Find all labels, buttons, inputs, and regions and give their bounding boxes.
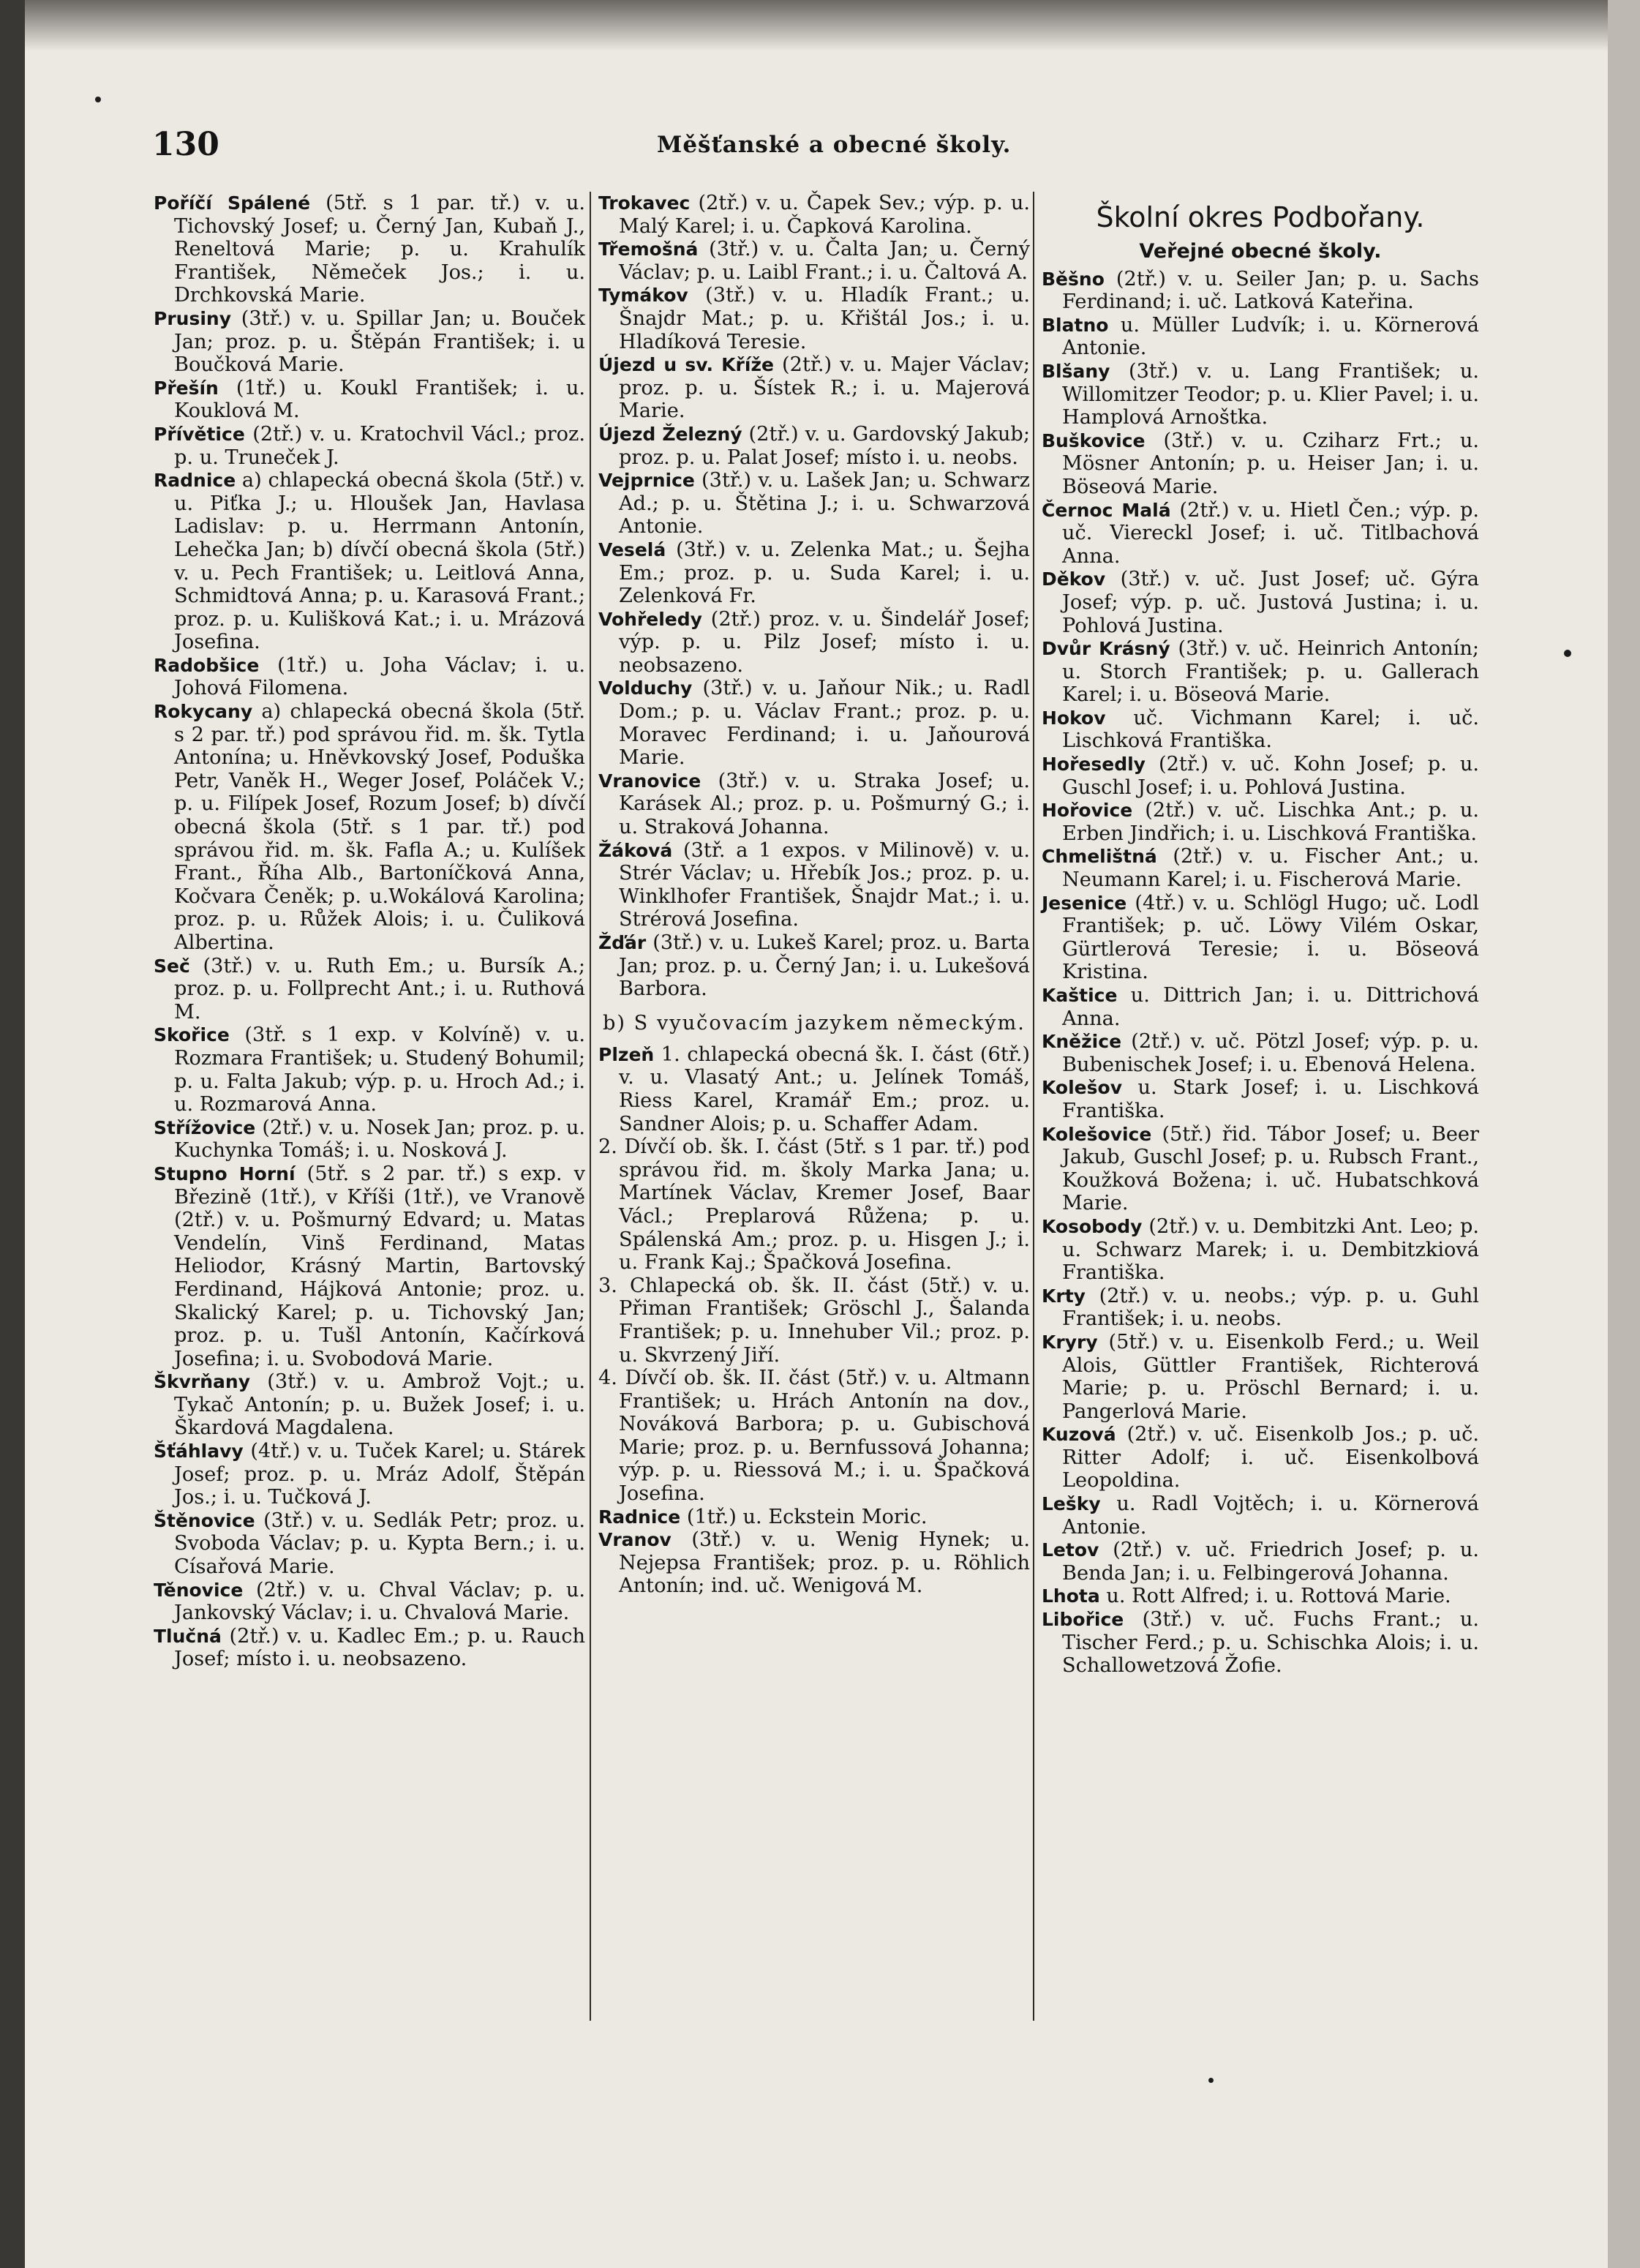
place-name: Stupno Horní [154, 1163, 296, 1184]
entry-text: (3tř.) v. u. Hladík Frant.; u. Šnajdr Mat.; p. u. Křištál Jos.; i. u. Hladíková Teresie. [619, 284, 1030, 353]
school-entry [1042, 268, 1479, 314]
place-name: Jesenice [1042, 892, 1127, 914]
school-entry [598, 538, 1030, 608]
entry-text: (1tř.) u. Eckstein Moric. [680, 1505, 928, 1528]
plzen-school-entry [598, 1043, 1030, 1135]
place-name: Lešky [1042, 1493, 1101, 1515]
place-name: Přešín [154, 377, 219, 399]
entry-text: (3tř.) v. u. Sedlák Petr; proz. u. Svoboda Václav; p. u. Kypta Bern.; i. u. Císařová Marie. [174, 1509, 585, 1579]
entry-text: (3tř.) v. u. Spillar Jan; u. Bouček Jan; proz. p. u. Štěpán František; i. u Boučková Marie. [174, 307, 585, 377]
place-name: Radnice [154, 470, 236, 492]
entry-text: (2tř.) v. u. Kratochvil Václ.; proz. p. u. Truneček J. [174, 422, 585, 469]
entry-text: (2tř.) v. u. Nosek Jan; proz. p. u. Kuchynka Tomáš; i. u. Nosková J. [174, 1116, 585, 1163]
school-entry [598, 238, 1030, 284]
school-entry [1042, 1030, 1479, 1076]
page-number: 130 [152, 126, 219, 163]
entry-text: (3tř.) v. u. Zelenka Mat.; u. Šejha Em.; proz. p. u. Suda Karel; i. u. Zelenková Fr. [619, 538, 1030, 608]
plzen-school-entry [598, 1274, 1030, 1367]
running-title: Měšťanské a obecné školy. [657, 132, 1012, 158]
place-name: Hořesedly [1042, 754, 1146, 776]
place-name: Škvrňany [154, 1371, 251, 1393]
school-entry [598, 931, 1030, 1001]
school-entry [598, 677, 1030, 769]
entry-text: (2tř.) v. u. Čapek Sev.; výp. p. u. Malý Karel; i. u. Čapková Karolina. [619, 192, 1030, 238]
school-entry [154, 1370, 585, 1440]
school-entry [154, 1509, 585, 1579]
school-entry [1042, 892, 1479, 984]
place-name: Libořice [1042, 1609, 1124, 1631]
school-entry [154, 700, 585, 955]
item-number: 3. [598, 1274, 617, 1297]
entry-text: (2tř.) v. u. Chval Václav; p. u. Jankovský Václav; i. u. Chvalová Marie. [174, 1578, 585, 1625]
school-entry [1042, 984, 1479, 1030]
place-name: Kuzová [1042, 1424, 1116, 1446]
entry-text: (3tř.) v. u. Jaňour Nik.; u. Radl Dom.; p. u. Václav Frant.; proz. p. u. Moravec Ferdinand; i. u. Jaňourová Marie. [619, 677, 1030, 770]
place-name: Radnice [598, 1506, 681, 1528]
school-entry [1042, 429, 1479, 499]
plzen-school-entry [598, 1367, 1030, 1506]
place-name: Blatno [1042, 314, 1109, 336]
entry-text: (2tř.) v. uč. Lischka Ant.; p. u. Erben Jindřich; i. u. Lischková Františka. [1062, 799, 1479, 845]
entry-text: u. Dittrich Jan; i. u. Dittrichová Anna. [1062, 984, 1479, 1030]
place-name: Černoc Malá [1042, 499, 1171, 521]
entry-text: (1tř.) u. Joha Václav; i. u. Johová Filomena. [174, 653, 585, 700]
school-entry [598, 423, 1030, 469]
entry-text: (2tř.) v. uč. Eisenkolb Jos.; p. uč. Ritter Adolf; i. uč. Eisenkolbová Leopoldina. [1062, 1423, 1479, 1492]
entry-text: (2tř.) v. u. Fischer Ant.; u. Neumann Karel; i. u. Fischerová Marie. [1062, 845, 1479, 892]
language-subheading: b) S vyučovacím jazykem německým. [603, 1011, 1026, 1035]
school-entry [1042, 1608, 1479, 1678]
scan-speck [95, 97, 101, 102]
school-entry [154, 307, 585, 377]
school-entry [598, 469, 1030, 538]
place-name: Třemošná [598, 239, 699, 260]
school-entry [154, 1625, 585, 1671]
plzen-school-entry [598, 1135, 1030, 1274]
entry-text: (2tř.) v. u. Seiler Jan; p. u. Sachs Ferdinand; i. uč. Latková Kateřina. [1062, 267, 1479, 314]
entry-text: Dívčí ob. šk. II. část (5tř.) v. u. Altmann František; u. Hrách Antonín na dov., Nováková Barbora; p. u. Gubischová Marie; proz. p. u. Bernfussová Johanna; výp. p. u. Riessová M.; i. u. Špačková Josefina. [617, 1367, 1030, 1506]
entry-text: u. Stark Josef; i. u. Lischková Františka. [1062, 1076, 1479, 1122]
entry-text: (2tř.) v. uč. Kohn Josef; p. u. Guschl Josef; i. u. Pohlová Justina. [1062, 753, 1479, 799]
entry-text: Dívčí ob. šk. I. část (5tř. s 1 par. tř.) pod správou řid. m. školy Marka Jana; u. Martínek Václav, Kremer Josef, Baar Václ.; Preplarová Růžena; p. u. Spálenská Am.; proz. p. u. Hisgen J.; i. u. Frank Kaj.; Špačková Josefina. [617, 1135, 1030, 1274]
place-name: Radobšice [154, 654, 260, 676]
school-entry [154, 469, 585, 654]
column-divider [590, 192, 591, 2021]
place-name: Skořice [154, 1024, 230, 1046]
place-name: Lhota [1042, 1585, 1100, 1607]
entry-text: (5tř. s 2 par. tř.) s exp. v Březině (1tř.), v Kříši (1tř.), ve Vranově (2tř.) v. u. Pošmurný Edvard; u. Matas Vendelín, Vinš Ferdinand, Matas Heliodor, Krásný Martin, Bartovský Ferdinand, Hájková Antonie; proz. u. Skalický Karel; p. u. Tichovský Jan; proz. p. u. Tušl Antonín, Kačírková Josefina; i. u. Svobodová Marie. [174, 1162, 585, 1370]
column-3-entries [1042, 268, 1479, 1678]
entry-text: u. Müller Ludvík; i. u. Körnerová Antonie. [1062, 313, 1479, 360]
school-entry [598, 192, 1030, 238]
column-2-entries [598, 192, 1030, 1001]
place-name: Vranovice [598, 770, 701, 792]
entry-text: (3tř.) v. u. Ruth Em.; u. Bursík A.; proz. p. u. Follprecht Ant.; i. u. Ruthová M. [174, 954, 585, 1024]
place-name: Žďár [598, 932, 647, 953]
entry-text: (3tř.) v. u. Lukeš Karel; proz. u. Barta Jan; proz. p. u. Černý Jan; i. u. Lukešová Barbora. [619, 931, 1030, 1001]
place-name: Hořovice [1042, 800, 1133, 822]
place-name: Střížovice [154, 1116, 256, 1138]
school-entry [1042, 314, 1479, 360]
place-name: Seč [154, 955, 190, 977]
place-name: Štěnovice [154, 1509, 255, 1531]
place-name: Letov [1042, 1539, 1099, 1561]
school-entry [598, 608, 1030, 677]
school-entry [598, 284, 1030, 353]
school-entry [1042, 1285, 1479, 1331]
district-title: Školní okres Podbořany. [1096, 201, 1425, 233]
place-name: Těnovice [154, 1579, 244, 1601]
entry-text: (3tř.) v. u. Straka Josef; u. Karásek Al.; proz. p. u. Pošmurný G.; i. u. Straková Johanna. [619, 769, 1030, 839]
school-entry [154, 1440, 585, 1509]
place-name: Žáková [598, 839, 673, 861]
column-2-entries-b [598, 1506, 1030, 1598]
school-entry [598, 353, 1030, 423]
place-name: Blšany [1042, 360, 1110, 382]
school-entry [154, 654, 585, 700]
entry-text: (3tř.) v. uč. Just Josef; uč. Gýra Josef; výp. p. uč. Justová Justina; i. u. Pohlová Justina. [1062, 568, 1479, 637]
entry-text: (5tř.) v. u. Eisenkolb Ferd.; u. Weil Alois, Güttler František, Richterová Marie; p. u. Pröschl Bernard; i. u. Pangerlová Marie. [1062, 1330, 1479, 1423]
entry-text: (2tř.) v. u. Gardovský Jakub; proz. p. u. Palat Josef; místo i. u. neobs. [619, 422, 1030, 469]
entry-text: (1tř.) u. Koukl František; i. u. Kouklová M. [174, 376, 585, 423]
place-name: Trokavec [598, 192, 691, 214]
place-name: Kosobody [1042, 1215, 1143, 1237]
school-entry [1042, 499, 1479, 568]
school-entry [154, 1024, 585, 1116]
entry-text: (3tř.) v. uč. Heinrich Antonín; u. Storch František; p. u. Gallerach Karel; i. u. Böseová Marie. [1062, 637, 1479, 707]
place-name: Tymákov [598, 285, 688, 307]
plzen-block [598, 1043, 1030, 1506]
scan-speck [1564, 650, 1571, 657]
place-name: Kněžice [1042, 1031, 1122, 1053]
school-entry [598, 1528, 1030, 1598]
school-entry [1042, 707, 1479, 753]
entry-text: Chlapecká ob. šk. II. část (5tř.) v. u. Přiman František; Gröschl J., Šalanda František; p. u. Innehuber Vil.; proz. p. u. Skvrzený Jiří. [617, 1274, 1030, 1367]
place-name: Buškovice [1042, 429, 1146, 451]
entry-text: (4tř.) v. u. Tuček Karel; u. Stárek Josef; proz. p. u. Mráz Adolf, Štěpán Jos.; i. u. Tučková J. [174, 1440, 585, 1509]
place-name: Plzeň [598, 1043, 655, 1065]
entry-text: (2tř.) v. uč. Pötzl Josef; výp. p. u. Bubenischek Josef; i. u. Ebenová Helena. [1062, 1030, 1479, 1076]
school-entry [154, 1116, 585, 1163]
school-entry [154, 423, 585, 469]
entry-text: (2tř.) proz. v. u. Šindelář Josef; výp. p. u. Pilz Josef; místo i. u. neobsazeno. [619, 607, 1030, 677]
place-name: Kryry [1042, 1331, 1098, 1353]
school-entry [1042, 1123, 1479, 1215]
entry-text: (4tř.) v. u. Schlögl Hugo; uč. Lodl František; p. uč. Löwy Vilém Oskar, Gürtlerová Teresie; i. u. Böseová Kristina. [1062, 891, 1479, 984]
item-number: 4. [598, 1367, 617, 1390]
column-divider [1033, 192, 1034, 2021]
place-name: Chmelištná [1042, 846, 1157, 868]
school-entry [1042, 845, 1479, 891]
column-1 [154, 192, 585, 1671]
place-name: Přívětice [154, 423, 245, 445]
item-number: 2. [598, 1135, 617, 1159]
school-entry [154, 955, 585, 1024]
entry-text: (3tř.) v. u. Wenig Hynek; u. Nejepsa František; proz. p. u. Röhlich Antonín; ind. uč. Wenigová M. [619, 1528, 1030, 1598]
school-entry [1042, 753, 1479, 799]
entry-text: (3tř.) v. u. Cziharz Frt.; u. Mösner Antonín; p. u. Heiser Jan; i. u. Böseová Marie. [1062, 429, 1479, 498]
school-entry [1042, 637, 1479, 707]
school-entry [1042, 799, 1479, 845]
school-entry [1042, 1539, 1479, 1585]
place-name: Vranov [598, 1529, 672, 1551]
place-name: Tlučná [154, 1625, 222, 1647]
school-entry [598, 770, 1030, 839]
place-name: Kolešovice [1042, 1123, 1152, 1145]
place-name: Veselá [598, 538, 666, 560]
entry-text: (3tř.) v. u. Lang František; u. Willomitzer Teodor; p. u. Klier Pavel; i. u. Hamplová Arnoštka. [1062, 359, 1479, 429]
place-name: Běšno [1042, 268, 1105, 290]
scan-speck [1208, 2078, 1214, 2083]
school-entry [154, 192, 585, 307]
school-entry [154, 1163, 585, 1370]
place-name: Děkov [1042, 568, 1106, 590]
place-name: Šťáhlavy [154, 1441, 244, 1462]
entry-text: (2tř.) v. uč. Friedrich Josef; p. u. Benda Jan; i. u. Felbingerová Johanna. [1062, 1539, 1479, 1585]
entry-text: (3tř. a 1 expos. v Milinově) v. u. Strér Václav; u. Hřebík Jos.; proz. p. u. Winklhofer František, Šnajdr Mat.; i. u. Strérová Josefina. [619, 838, 1030, 931]
place-name: Hokov [1042, 707, 1106, 729]
place-name: Krty [1042, 1285, 1086, 1307]
entry-text: (3tř.) v. u. Čalta Jan; u. Černý Václav; p. u. Laibl Frant.; i. u. Čaltová A. [619, 238, 1030, 284]
school-entry [1042, 1076, 1479, 1122]
school-entry [1042, 1585, 1479, 1608]
page-header [152, 126, 1579, 170]
school-entry [1042, 360, 1479, 429]
place-name: Volduchy [598, 677, 693, 699]
entry-text: 1. chlapecká obecná šk. I. část (6tř.) v. u. Vlasatý Ant.; u. Jelínek Tomáš, Riess Karel, Kramář Em.; proz. u. Sandner Alois; p. u. Schaffer Adam. [619, 1043, 1030, 1135]
column-2 [598, 192, 1030, 1598]
entry-text: (2tř.) v. u. Majer Václav; proz. p. u. Šístek R.; i. u. Majerová Marie. [619, 353, 1030, 423]
entry-text: uč. Vichmann Karel; i. uč. Lischková Františka. [1062, 706, 1479, 753]
place-name: Vejprnice [598, 470, 695, 492]
entry-text: a) chlapecká obecná škola (5tř.) v. u. Piťka J.; u. Hloušek Jan, Havlasa Ladislav: p. u. Herrmann Antonín, Lehečka Jan; b) dívčí obecná škola (5tř.) v. u. Pech František; u. Leitlová Anna, Schmidtová Anna; p. u. Karasová Frant.; proz. p. u. Kulišková Kat.; i. u. Mrázová Josefina. [174, 469, 585, 654]
entry-text: (3tř.) v. u. Lašek Jan; u. Schwarz Ad.; p. u. Štětina J.; i. u. Schwarzová Antonie. [619, 469, 1030, 538]
entry-text: u. Radl Vojtěch; i. u. Körnerová Antonie. [1062, 1492, 1479, 1539]
entry-text: u. Rott Alfred; i. u. Rottová Marie. [1099, 1585, 1451, 1608]
place-name: Rokycany [154, 701, 253, 723]
place-name: Újezd Železný [598, 423, 742, 445]
school-entry [154, 377, 585, 423]
place-name: Poříčí Spálené [154, 192, 311, 214]
school-entry [1042, 1423, 1479, 1492]
school-entry [598, 839, 1030, 931]
entry-text: (3tř.) v. u. Ambrož Vojt.; u. Tykač Antonín; p. u. Bužek Josef; i. u. Škardová Magdalena. [174, 1370, 585, 1440]
school-entry [598, 1506, 1030, 1529]
entry-text: (5tř. s 1 par. tř.) v. u. Tichovský Josef; u. Černý Jan, Kubaň J., Reneltová Marie; p. u. Krahulík František, Němeček Jos.; i. u. Drchkovská Marie. [174, 192, 585, 307]
entry-text: a) chlapecká obecná škola (5tř. s 2 par. tř.) pod správou řid. m. šk. Tytla Antonína; u. Hněvkovský Josef, Poduška Petr, Vaněk H., Weger Josef, Poláček V.; p. u. Filípek Josef, Rozum Josef; b) dívčí obecná škola (5tř. s 1 par. tř.) pod správou řid. m. šk. Fafla A.; u. Kulíšek Frant., Říha Alb., Bartoníčková Anna, Kočvara Čeněk; p. u.Wokálová Karolina; proz. p. u. Růžek Alois; i. u. Čuliková Albertina. [174, 700, 585, 954]
school-entry [1042, 1331, 1479, 1423]
place-name: Újezd u sv. Kříže [598, 354, 774, 376]
district-subtitle: Veřejné obecné školy. [1139, 240, 1382, 263]
entry-text: (5tř.) řid. Tábor Josef; u. Beer Jakub, Guschl Josef; p. u. Rubsch Frant., Koužková Božena; i. uč. Hubatschková Marie. [1062, 1122, 1479, 1215]
place-name: Vohřeledy [598, 608, 702, 630]
entry-text: (2tř.) v. u. neobs.; výp. p. u. Guhl František; i. u. neobs. [1062, 1284, 1479, 1331]
entry-text: (2tř.) v. u. Kadlec Em.; p. u. Rauch Josef; místo i. u. neobsazeno. [174, 1624, 585, 1671]
place-name: Kolešov [1042, 1077, 1122, 1099]
school-entry [1042, 1492, 1479, 1539]
entry-text: (2tř.) v. u. Hietl Čen.; výp. p. uč. Viereckl Josef; i. uč. Titlbachová Anna. [1062, 498, 1479, 568]
school-entry [154, 1579, 585, 1625]
place-name: Prusiny [154, 307, 231, 329]
entry-text: (3tř.) v. uč. Fuchs Frant.; u. Tischer Ferd.; p. u. Schischka Alois; i. u. Schallowetzová Žofie. [1062, 1608, 1479, 1678]
place-name: Kaštice [1042, 985, 1118, 1006]
school-entry [1042, 568, 1479, 637]
entry-text: (2tř.) v. u. Dembitzki Ant. Leo; p. u. Schwarz Marek; i. u. Dembitzkiová Františka. [1062, 1214, 1479, 1285]
school-entry [1042, 1215, 1479, 1285]
column-3 [1042, 192, 1479, 1678]
entry-text: (3tř. s 1 exp. v Kolvíně) v. u. Rozmara František; u. Studený Bohumil; p. u. Falta Jakub; výp. p. u. Hroch Ad.; i. u. Rozmarová Anna. [174, 1024, 585, 1116]
place-name: Dvůr Krásný [1042, 638, 1170, 660]
